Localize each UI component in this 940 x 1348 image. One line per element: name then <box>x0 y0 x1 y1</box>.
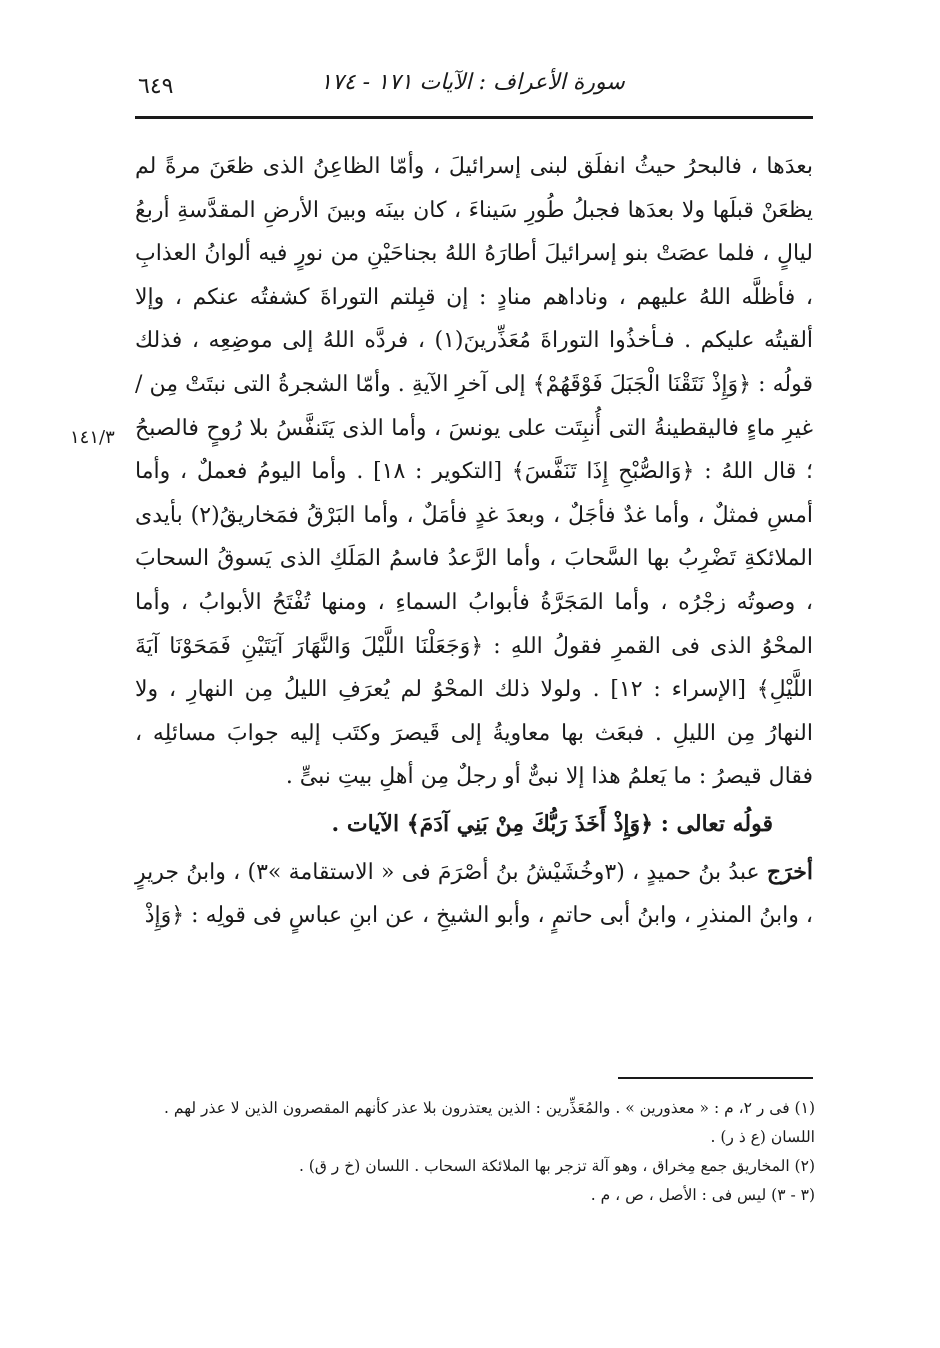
footnote-rule <box>618 1077 813 1079</box>
page-number: ٦٤٩ <box>138 74 174 99</box>
footnotes <box>135 1094 815 1210</box>
margin-note: ١٤١/٣ <box>70 427 115 448</box>
footnote-2: (٢) المخاريق جمع مِخراق ، وهو آلة تزجر بها الملائكة السحاب . اللسان (خ ر ق) . <box>298 1157 815 1175</box>
running-title: سورة الأعراف : الآيات ١٧١ - ١٧٤ <box>320 70 625 95</box>
footnote-1: (١) فى ر ٢، م : « معذورين » . والمُعَذِّرين : الذين يعتذرون بلا عذر كأنهم المقصرون الذين لا عذر لهم . اللسان (ع ذ ر) . <box>164 1099 815 1146</box>
paragraph-1: بعدَها ، فالبحرُ حيثُ انفلَق لبنى إسرائيلَ ، وأمّا الظاعِنُ الذى ظعَنَ مرةً لم يظعَنْ قبلَها ولا بعدَها فجبلُ طُورِ سَيناءَ ، كان بينَه وبينَ الأرضِ المقدَّسةِ أربعُ ليالٍ ، فلما عصَتْ بنو إسرائيلَ أطارَهُ اللهُ بجناحَيْنِ من نورٍ فيه ألوانُ العذابِ ، فأظلَّه اللهُ عليهم ، وناداهم منادٍ : إن قبِلتم التوراةَ كشفتُه عنكم ، وإلا ألقيتُه عليكم . فـأخذُوا التوراةَ مُعَذِّرينَ(١) ، فردَّه اللهُ إلى موضِعِه ، فذلك قولُه : ﴿وَإِذْ نَتَقْنَا الْجَبَلَ فَوْقَهُمْ﴾ إلى آخرِ الآيةِ . وأمّا الشجرةُ التى نبتَتْ مِن / غيرِ ماءٍ فاليقطينةُ التى أُنبِتَت على يونسَ ، وأما الذى يَتَنفَّسُ بلا رُوحٍ فالصبحُ ؛ قال اللهُ : ﴿وَالصُّبْحِ إِذَا تَنَفَّسَ﴾ [التكوير : ١٨] . وأما اليومُ فعملٌ ، وأما أمسِ فمثلٌ ، وأما غدٌ فأجَلٌ ، وبعدَ غدٍ فأمَلٌ ، وأما البَرْقُ فمَخاريقُ(٢) بأيدى الملائكةِ تَضْرِبُ بها السَّحابَ ، وأما الرَّعدُ فاسمُ المَلَكِ الذى يَسوقُ السحابَ ، وصوتُه زجْرُه ، وأما المَجَرَّةُ فأبوابُ السماءِ ، ومنها تُفْتَحُ الأبوابُ ، وأما المحْوُ الذى فى القمرِ فقولُ اللهِ : ﴿وَجَعَلْنَا اللَّيْلَ وَالنَّهَارَ آيَتَيْنِ فَمَحَوْنَا آيَةَ اللَّيْلِ﴾ [الإسراء : ١٢] . ولولا ذلك المحْوُ لم يُعرَفِ الليلُ مِن النهارِ ، ولا النهارُ مِن الليلِ . فبعَث بها معاويةُ إلى قَيصرَ وكتَب إليه جوابَ مسائلِه ، فقال قيصرُ : ما يَعلمُ هذا إلا نبىٌّ أو رجلٌ مِن أهلِ بيتِ نبىٍّ . <box>135 154 814 790</box>
paragraph-2-text: عبدُ بنُ حميدٍ ، (٣وخُشَيْشُ بنُ أصْرَمَ فى « الاستقامة »٣) ، وابنُ جريرٍ ، وابنُ المنذرِ ، وابنُ أبى حاتمٍ ، وأبو الشيخِ ، عن ابنِ عباسٍ فى قولِه : ﴿وَإِذْ <box>135 859 813 929</box>
verse-heading: قولُه تعالى : ﴿وَإِذْ أَخَذَ رَبُّكَ مِنْ بَنِي آدَمَ﴾ الآيات . <box>331 810 773 837</box>
footnote-3: (٣ - ٣) ليس فى : الأصل ، ص ، م . <box>590 1186 815 1204</box>
paragraph-2 <box>135 851 813 938</box>
paragraph-2-lead: أخرَج <box>766 858 813 885</box>
header-rule <box>135 116 813 119</box>
body-text <box>135 145 813 938</box>
